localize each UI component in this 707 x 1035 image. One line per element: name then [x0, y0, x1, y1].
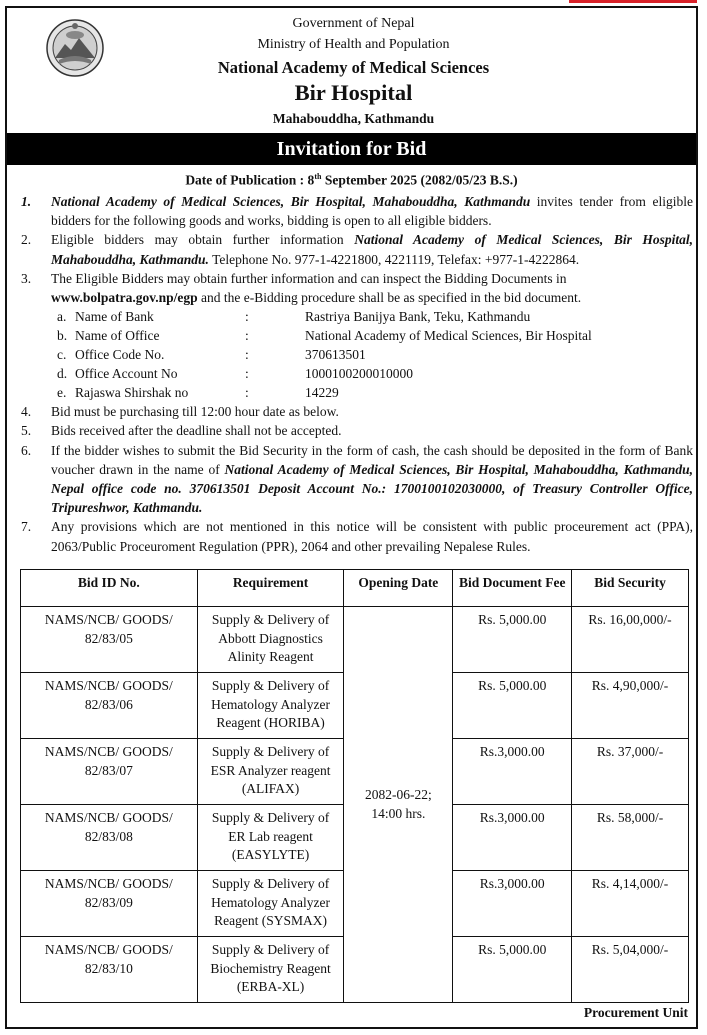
bid-id-cell: NAMS/NCB/ GOODS/ 82/83/09 [21, 871, 198, 937]
notice-header [7, 8, 696, 130]
fee-cell: Rs. 5,000.00 [453, 607, 572, 673]
government-line: Government of Nepal [292, 16, 415, 31]
bank-detail-row: a. Name of Bank : Rastriya Banijya Bank, Teku, Kathmandu [57, 309, 531, 325]
ministry-line: Ministry of Health and Population [257, 37, 450, 52]
header-requirement: Requirement [197, 570, 344, 607]
fee-cell: Rs. 5,000.00 [453, 937, 572, 1003]
notice-item-4: 4. Bid must be purchasing till 12:00 hour date as below. [21, 404, 339, 420]
requirement-cell: Supply & Delivery of Abbott Diagnostics Alinity Reagent [197, 607, 344, 673]
requirement-cell: Supply & Delivery of Biochemistry Reagent (ERBA-XL) [197, 937, 344, 1003]
top-accent-line [569, 0, 697, 3]
procurement-unit-signature: Procurement Unit [583, 1005, 688, 1020]
table-row [21, 607, 689, 673]
fee-cell: Rs. 5,000.00 [453, 673, 572, 739]
notice-item-6: 6. If the bidder wishes to submit the Bid Security in the form of cash, the cash should be deposited in the form of Bank voucher drawn in the name of National Academy of Medical Sciences, Bir Hospital, Mahabouddha, Kathmandu, Nepal office code no. 370613501 Deposit Account No.: 1700100102030000, of Treasury Controller Office, Tripureshwor, Kathmandu. [21, 442, 693, 516]
header-document-fee: Bid Document Fee [453, 570, 572, 607]
fee-cell: Rs.3,000.00 [453, 871, 572, 937]
bank-detail-row: c. Office Code No. : 370613501 [57, 347, 366, 363]
location-line: Mahabouddha, Kathmandu [272, 111, 435, 126]
header-bid-id: Bid ID No. [21, 570, 198, 607]
bank-detail-row: d. Office Account No : 1000100200010000 [57, 366, 413, 382]
bank-details [15, 307, 693, 402]
bid-id-cell: NAMS/NCB/ GOODS/ 82/83/08 [21, 805, 198, 871]
security-cell: Rs. 58,000/- [572, 805, 689, 871]
security-cell: Rs. 4,14,000/- [572, 871, 689, 937]
notice-item-7: 7. Any provisions which are not mentioned in this notice will be consistent with public proceurement act (PPA), 2063/Public Proceuroment Regulation (PPR), 2064 and other prevailing Nepalese Rules. [21, 519, 693, 554]
bid-id-cell: NAMS/NCB/ GOODS/ 82/83/05 [21, 607, 198, 673]
bid-id-cell: NAMS/NCB/ GOODS/ 82/83/06 [21, 673, 198, 739]
notice-item-5: 5. Bids received after the deadline shall not be accepted. [21, 423, 342, 439]
invitation-banner: Invitation for Bid [7, 133, 696, 165]
notice-item-2: 2. Eligible bidders may obtain further information National Academy of Medical Sciences, Bir Hospital, Mahabouddha, Kathmandu. Telephone No. 977-1-4221800, 4221119, Telefax: +977-1-4222864. [21, 232, 694, 267]
header-opening-date: Opening Date [344, 570, 453, 607]
header-bid-security: Bid Security [572, 570, 689, 607]
security-cell: Rs. 4,90,000/- [572, 673, 689, 739]
bank-detail-row: e. Rajaswa Shirshak no : 14229 [57, 385, 339, 401]
bid-id-cell: NAMS/NCB/ GOODS/ 82/83/10 [21, 937, 198, 1003]
academy-line: National Academy of Medical Sciences [217, 58, 490, 77]
notice-item-3: 3. The Eligible Bidders may obtain further information and can inspect the Bidding Documents in www.bolpatra.gov.np/egp and the e-Bidding procedure shall be as specified in the bid document. [21, 270, 582, 306]
requirement-cell: Supply & Delivery of ER Lab reagent (EASYLYTE) [197, 805, 344, 871]
requirement-cell: Supply & Delivery of Hematology Analyzer Reagent (HORIBA) [197, 673, 344, 739]
bid-id-cell: NAMS/NCB/ GOODS/ 82/83/07 [21, 739, 198, 805]
hospital-title: Bir Hospital [294, 80, 413, 105]
security-cell: Rs. 37,000/- [572, 739, 689, 805]
security-cell: Rs. 5,04,000/- [572, 937, 689, 1003]
fee-cell: Rs.3,000.00 [453, 805, 572, 871]
publication-date: Date of Publication : 8th September 2025 (2082/05/23 B.S.) [185, 172, 518, 188]
bolpatra-link[interactable]: www.bolpatra.gov.np/egp [51, 290, 198, 306]
security-cell: Rs. 16,00,000/- [572, 607, 689, 673]
fee-cell: Rs.3,000.00 [453, 739, 572, 805]
requirement-cell: Supply & Delivery of ESR Analyzer reagent (ALIFAX) [197, 739, 344, 805]
notice-item-1: 1. National Academy of Medical Sciences, Bir Hospital, Mahabouddha, Kathmandu invites tender from eligible bidders for the following goods and works, bidding is open to all eligible bidders. [21, 194, 693, 229]
opening-date-cell: 2082-06-22; 14:00 hrs. [344, 607, 453, 1003]
bank-detail-row: b. Name of Office : National Academy of Medical Sciences, Bir Hospital [57, 328, 592, 344]
table-header-row [21, 570, 689, 607]
notice-frame [5, 6, 698, 1029]
requirement-cell: Supply & Delivery of Hematology Analyzer Reagent (SYSMAX) [197, 871, 344, 937]
notice-items [15, 192, 693, 556]
bid-table [20, 569, 689, 1003]
